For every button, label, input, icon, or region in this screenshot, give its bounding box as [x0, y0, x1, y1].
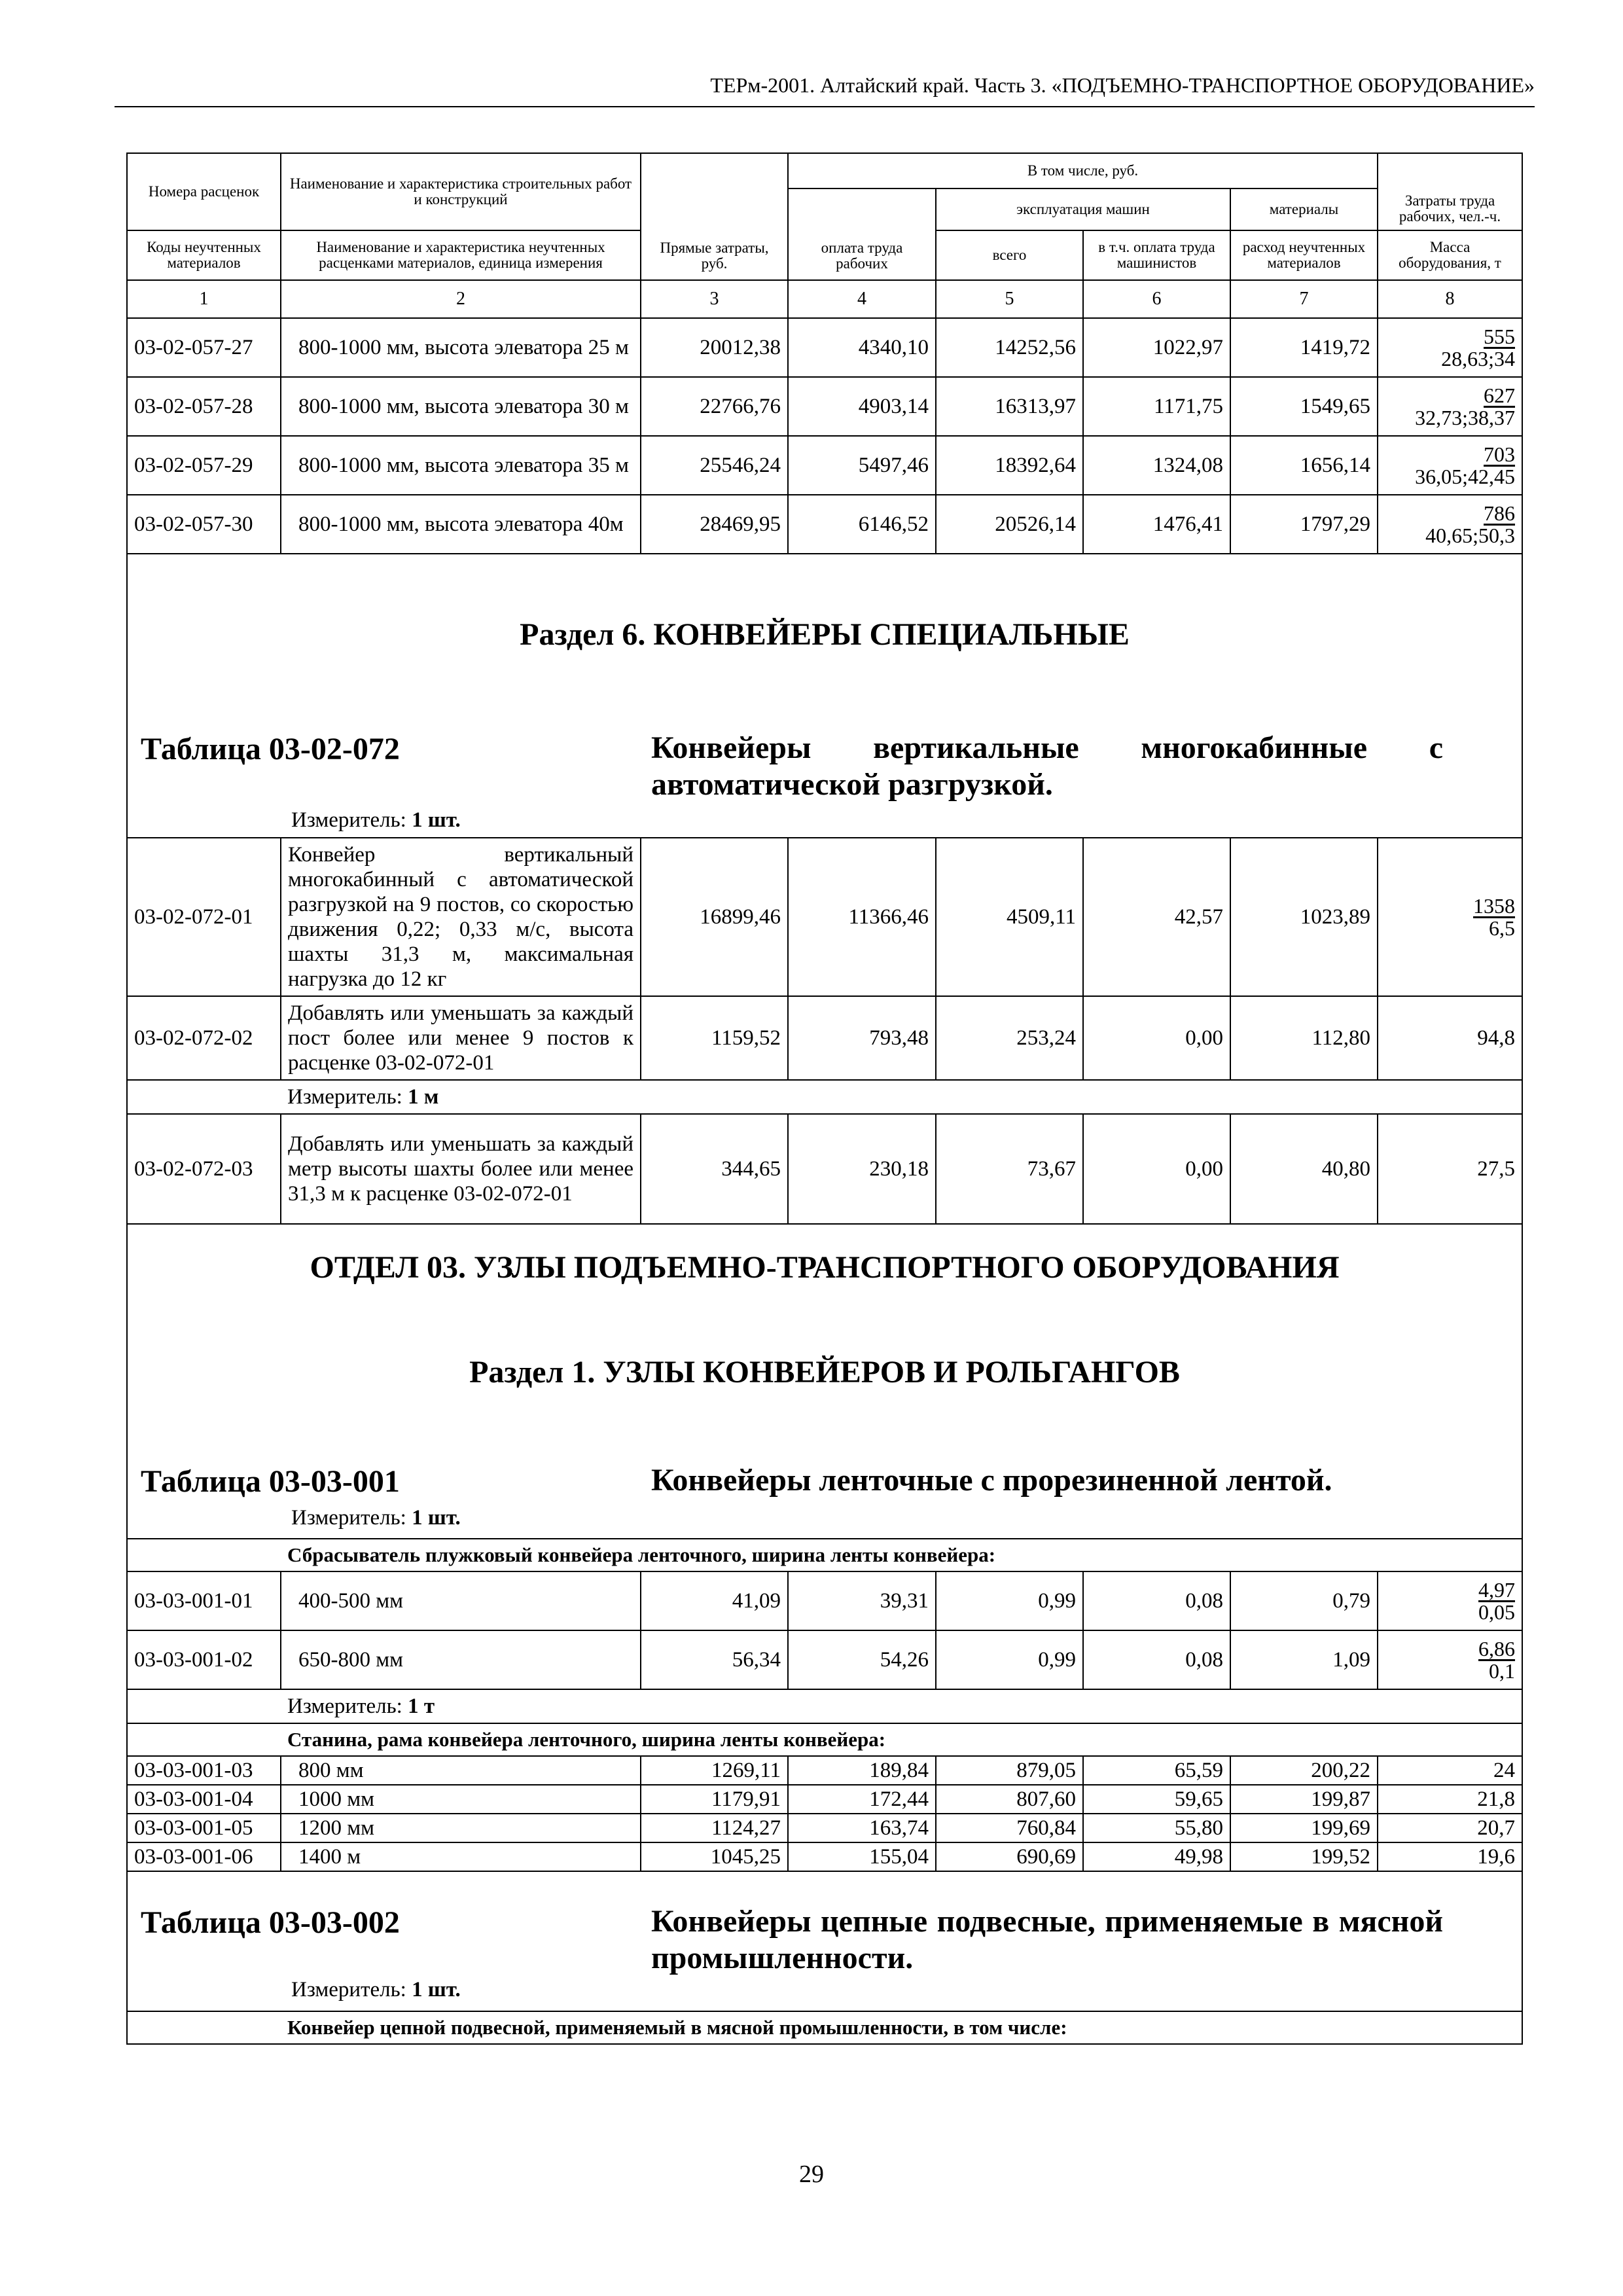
- rate-code: 03-03-001-05: [127, 1814, 281, 1842]
- col8-header-top: Затраты труда рабочих, чел.-ч.: [1378, 153, 1522, 230]
- rate-code: 03-02-057-29: [127, 436, 281, 495]
- labor-hours: 555: [1484, 325, 1516, 348]
- labor-hours: 4,97: [1478, 1578, 1516, 1602]
- equipment-mass: 6,5: [1489, 916, 1516, 940]
- equipment-mass: 0,1: [1489, 1659, 1516, 1683]
- col5-header: всего: [936, 230, 1083, 280]
- labor-hours: 627: [1484, 384, 1516, 407]
- table-number: Таблица 03-03-001: [141, 1464, 400, 1499]
- direct-costs: 1045,25: [641, 1842, 788, 1871]
- rate-code: 03-03-001-03: [127, 1756, 281, 1785]
- rate-name: 1000 мм: [281, 1785, 641, 1814]
- rate-name: 800-1000 мм, высота элеватора 35 м: [281, 436, 641, 495]
- machines-total: 73,67: [936, 1114, 1083, 1224]
- machines-total: 20526,14: [936, 495, 1083, 554]
- rate-name: 800-1000 мм, высота элеватора 40м: [281, 495, 641, 554]
- section-block: [127, 1871, 1522, 2011]
- operators-pay: 55,80: [1083, 1814, 1230, 1842]
- rate-name: Добавлять или уменьшать за каждый пост более или менее 9 постов к расценке 03-02-072-01: [281, 996, 641, 1080]
- column-numbers-row: [127, 280, 1522, 318]
- machines-total: 4509,11: [936, 838, 1083, 996]
- measure-label: Измеритель:: [287, 1085, 402, 1109]
- group-title: Сбрасыватель плужковый конвейера ленточного, ширина ленты конвейера:: [281, 1539, 1522, 1571]
- section-title: Раздел 6. КОНВЕЙЕРЫ СПЕЦИАЛЬНЫЕ: [520, 617, 1130, 652]
- labor-hours: 6,86: [1478, 1637, 1516, 1660]
- labor-hours: 703: [1484, 442, 1516, 466]
- operators-pay: 49,98: [1083, 1842, 1230, 1871]
- col6-header: в т.ч. оплата труда машинистов: [1083, 230, 1230, 280]
- rate-code: 03-02-072-02: [127, 996, 281, 1080]
- materials-cost: 200,22: [1230, 1756, 1378, 1785]
- col-number: 8: [1378, 280, 1522, 318]
- rate-name: 800-1000 мм, высота элеватора 30 м: [281, 377, 641, 436]
- in-total-header: В том числе, руб.: [788, 153, 1378, 188]
- equipment-mass: 40,65;50,3: [1425, 524, 1516, 547]
- direct-costs: 1124,27: [641, 1814, 788, 1842]
- operators-pay: 1171,75: [1083, 377, 1230, 436]
- materials-cost: 1549,65: [1230, 377, 1378, 436]
- operators-pay: 0,00: [1083, 996, 1230, 1080]
- labor-hours: 20,7: [1378, 1814, 1522, 1842]
- table-row: [127, 1114, 1522, 1224]
- labor-hours: 1358: [1473, 894, 1516, 918]
- equipment-mass: 28,63;34: [1441, 347, 1516, 370]
- table-title: Конвейеры ленточные с прорезиненной лентой.: [651, 1463, 1332, 1498]
- labor-hours: 19,6: [1378, 1842, 1522, 1871]
- materials-cost: 199,69: [1230, 1814, 1378, 1842]
- labor-pay: 5497,46: [788, 436, 936, 495]
- rate-name: Добавлять или уменьшать за каждый метр высоты шахты более или менее 31,3 м к расценке 03-02-072-01: [281, 1114, 641, 1224]
- table-number: Таблица 03-02-072: [141, 732, 400, 766]
- rate-name: 800-1000 мм, высота элеватора 25 м: [281, 318, 641, 377]
- table-row: [127, 1630, 1522, 1689]
- direct-costs: 56,34: [641, 1630, 788, 1689]
- rates-table: [126, 152, 1523, 2045]
- measure-unit: [291, 1978, 461, 2002]
- labor-pay: 4340,10: [788, 318, 936, 377]
- machines-total: 253,24: [936, 996, 1083, 1080]
- measure-value: 1 м: [408, 1085, 439, 1109]
- measure-unit: [291, 808, 461, 833]
- materials-cost: 1797,29: [1230, 495, 1378, 554]
- direct-costs: 16899,46: [641, 838, 788, 996]
- rate-code: 03-03-001-01: [127, 1571, 281, 1630]
- materials-cost: 199,87: [1230, 1785, 1378, 1814]
- machines-total: 0,99: [936, 1571, 1083, 1630]
- direct-costs: 1179,91: [641, 1785, 788, 1814]
- labor-hours: 94,8: [1378, 996, 1522, 1080]
- operators-pay: 0,08: [1083, 1630, 1230, 1689]
- table-row: [127, 1785, 1522, 1814]
- labor-pay: 793,48: [788, 996, 936, 1080]
- table-row: [127, 377, 1522, 436]
- labor-pay: 54,26: [788, 1630, 936, 1689]
- rate-code: 03-02-072-03: [127, 1114, 281, 1224]
- running-header: ТЕРм-2001. Алтайский край. Часть 3. «ПОДЪЕМНО-ТРАНСПОРТНОЕ ОБОРУДОВАНИЕ»: [115, 72, 1535, 107]
- group-title: Станина, рама конвейера ленточного, ширина ленты конвейера:: [281, 1723, 1522, 1756]
- measure-unit: [291, 1506, 461, 1530]
- col-number: 7: [1230, 280, 1378, 318]
- section-title: Раздел 1. УЗЛЫ КОНВЕЙЕРОВ И РОЛЬГАНГОВ: [469, 1355, 1180, 1390]
- table-row: [127, 1814, 1522, 1842]
- labor-pay: 230,18: [788, 1114, 936, 1224]
- table-row: [127, 1756, 1522, 1785]
- group-row: [127, 1539, 1522, 1571]
- materials-cost: 112,80: [1230, 996, 1378, 1080]
- rate-name: Конвейер вертикальный многокабинный с автоматической разгрузкой на 9 постов, со скоростью движения 0,22; 0,33 м/с, высота шахты 31,3 м, максимальная нагрузка до 12 кг: [281, 838, 641, 996]
- department-title: ОТДЕЛ 03. УЗЛЫ ПОДЪЕМНО-ТРАНСПОРТНОГО ОБОРУДОВАНИЯ: [310, 1250, 1340, 1285]
- direct-costs: 28469,95: [641, 495, 788, 554]
- labor-pay: 163,74: [788, 1814, 936, 1842]
- labor-pay: 172,44: [788, 1785, 936, 1814]
- labor-hours: 27,5: [1378, 1114, 1522, 1224]
- labor-mass-fraction: [1378, 838, 1522, 996]
- col1-header-top: Номера расценок: [127, 153, 281, 230]
- labor-mass-fraction: [1378, 377, 1522, 436]
- labor-pay: 4903,14: [788, 377, 936, 436]
- col-number: 1: [127, 280, 281, 318]
- col1-header-bottom: Коды неучтенных материалов: [127, 230, 281, 280]
- machines-header: эксплуатация машин: [936, 188, 1230, 230]
- machines-total: 16313,97: [936, 377, 1083, 436]
- machines-total: 690,69: [936, 1842, 1083, 1871]
- table-title: Конвейеры вертикальные многокабинные с автоматической разгрузкой.: [651, 730, 1443, 802]
- operators-pay: 1476,41: [1083, 495, 1230, 554]
- materials-cost: 1,09: [1230, 1630, 1378, 1689]
- labor-mass-fraction: [1378, 1630, 1522, 1689]
- table-row: [127, 1571, 1522, 1630]
- operators-pay: 42,57: [1083, 838, 1230, 996]
- rate-name: 650-800 мм: [281, 1630, 641, 1689]
- section-block: [127, 554, 1522, 838]
- labor-pay: 189,84: [788, 1756, 936, 1785]
- measure-label: Измеритель:: [287, 1694, 402, 1718]
- materials-cost: 0,79: [1230, 1571, 1378, 1630]
- rate-code: 03-02-057-28: [127, 377, 281, 436]
- labor-mass-fraction: [1378, 436, 1522, 495]
- col-number: 2: [281, 280, 641, 318]
- machines-total: 760,84: [936, 1814, 1083, 1842]
- operators-pay: 1324,08: [1083, 436, 1230, 495]
- direct-costs: 22766,76: [641, 377, 788, 436]
- col-number: 5: [936, 280, 1083, 318]
- rate-code: 03-03-001-04: [127, 1785, 281, 1814]
- labor-hours: 786: [1484, 501, 1516, 525]
- table-row: [127, 996, 1522, 1080]
- operators-pay: 0,08: [1083, 1571, 1230, 1630]
- col7-header: расход неучтенных материалов: [1230, 230, 1378, 280]
- labor-mass-fraction: [1378, 318, 1522, 377]
- table-title: Конвейеры цепные подвесные, применяемые в мясной промышленности.: [651, 1904, 1443, 1975]
- equipment-mass: 32,73;38,37: [1415, 406, 1516, 429]
- page-number: 29: [799, 2161, 824, 2188]
- col8-header-bottom: Масса оборудования, т: [1378, 230, 1522, 280]
- col-number: 3: [641, 280, 788, 318]
- direct-costs: 1269,11: [641, 1756, 788, 1785]
- labor-pay: 39,31: [788, 1571, 936, 1630]
- table-row: [127, 838, 1522, 996]
- table-number: Таблица 03-03-002: [141, 1905, 400, 1940]
- operators-pay: 1022,97: [1083, 318, 1230, 377]
- labor-mass-fraction: [1378, 495, 1522, 554]
- rate-name: 400-500 мм: [281, 1571, 641, 1630]
- materials-header: материалы: [1230, 188, 1378, 230]
- measure-row: [127, 1689, 1522, 1723]
- direct-costs: 25546,24: [641, 436, 788, 495]
- machines-total: 807,60: [936, 1785, 1083, 1814]
- operators-pay: 65,59: [1083, 1756, 1230, 1785]
- labor-hours: 21,8: [1378, 1785, 1522, 1814]
- measure-value: 1 т: [408, 1694, 435, 1718]
- labor-pay: 6146,52: [788, 495, 936, 554]
- labor-pay: 155,04: [788, 1842, 936, 1871]
- measure-value: 1 шт.: [412, 808, 461, 832]
- measure-row: [127, 1080, 1522, 1114]
- rate-code: 03-02-072-01: [127, 838, 281, 996]
- table-row: [127, 436, 1522, 495]
- rate-code: 03-02-057-27: [127, 318, 281, 377]
- col2-header-top: Наименование и характеристика строительных работ и конструкций: [281, 153, 641, 230]
- group-title: Конвейер цепной подвесной, применяемый в мясной промышленности, в том числе:: [281, 2011, 1522, 2044]
- measure-value: 1 шт.: [412, 1506, 461, 1530]
- machines-total: 18392,64: [936, 436, 1083, 495]
- operators-pay: 0,00: [1083, 1114, 1230, 1224]
- materials-cost: 199,52: [1230, 1842, 1378, 1871]
- rate-code: 03-03-001-06: [127, 1842, 281, 1871]
- measure-label: Измеритель:: [291, 1506, 406, 1530]
- measure-label: Измеритель:: [291, 1978, 406, 2001]
- group-row: [127, 2011, 1522, 2044]
- machines-total: 0,99: [936, 1630, 1083, 1689]
- rate-name: 800 мм: [281, 1756, 641, 1785]
- rate-code: 03-02-057-30: [127, 495, 281, 554]
- operators-pay: 59,65: [1083, 1785, 1230, 1814]
- col4-header: оплата труда рабочих: [788, 188, 936, 280]
- materials-cost: 40,80: [1230, 1114, 1378, 1224]
- equipment-mass: 36,05;42,45: [1415, 465, 1516, 488]
- col-number: 6: [1083, 280, 1230, 318]
- machines-total: 14252,56: [936, 318, 1083, 377]
- rate-code: 03-03-001-02: [127, 1630, 281, 1689]
- measure-label: Измеритель:: [291, 808, 406, 832]
- rate-name: 1200 мм: [281, 1814, 641, 1842]
- direct-costs: 344,65: [641, 1114, 788, 1224]
- header-row-1: [127, 153, 1522, 188]
- direct-costs: 41,09: [641, 1571, 788, 1630]
- equipment-mass: 0,05: [1478, 1600, 1516, 1624]
- table-row: [127, 1842, 1522, 1871]
- materials-cost: 1023,89: [1230, 838, 1378, 996]
- col3-header: Прямые затраты, руб.: [641, 153, 788, 280]
- materials-cost: 1419,72: [1230, 318, 1378, 377]
- rate-name: 1400 м: [281, 1842, 641, 1871]
- direct-costs: 1159,52: [641, 996, 788, 1080]
- table-row: [127, 318, 1522, 377]
- col-number: 4: [788, 280, 936, 318]
- table-row: [127, 495, 1522, 554]
- col2-header-bottom: Наименование и характеристика неучтенных расценками материалов, единица измерения: [281, 230, 641, 280]
- materials-cost: 1656,14: [1230, 436, 1378, 495]
- measure-value: 1 шт.: [412, 1978, 461, 2001]
- group-row: [127, 1723, 1522, 1756]
- section-block: [127, 1224, 1522, 1539]
- machines-total: 879,05: [936, 1756, 1083, 1785]
- labor-pay: 11366,46: [788, 838, 936, 996]
- direct-costs: 20012,38: [641, 318, 788, 377]
- labor-mass-fraction: [1378, 1571, 1522, 1630]
- labor-hours: 24: [1378, 1756, 1522, 1785]
